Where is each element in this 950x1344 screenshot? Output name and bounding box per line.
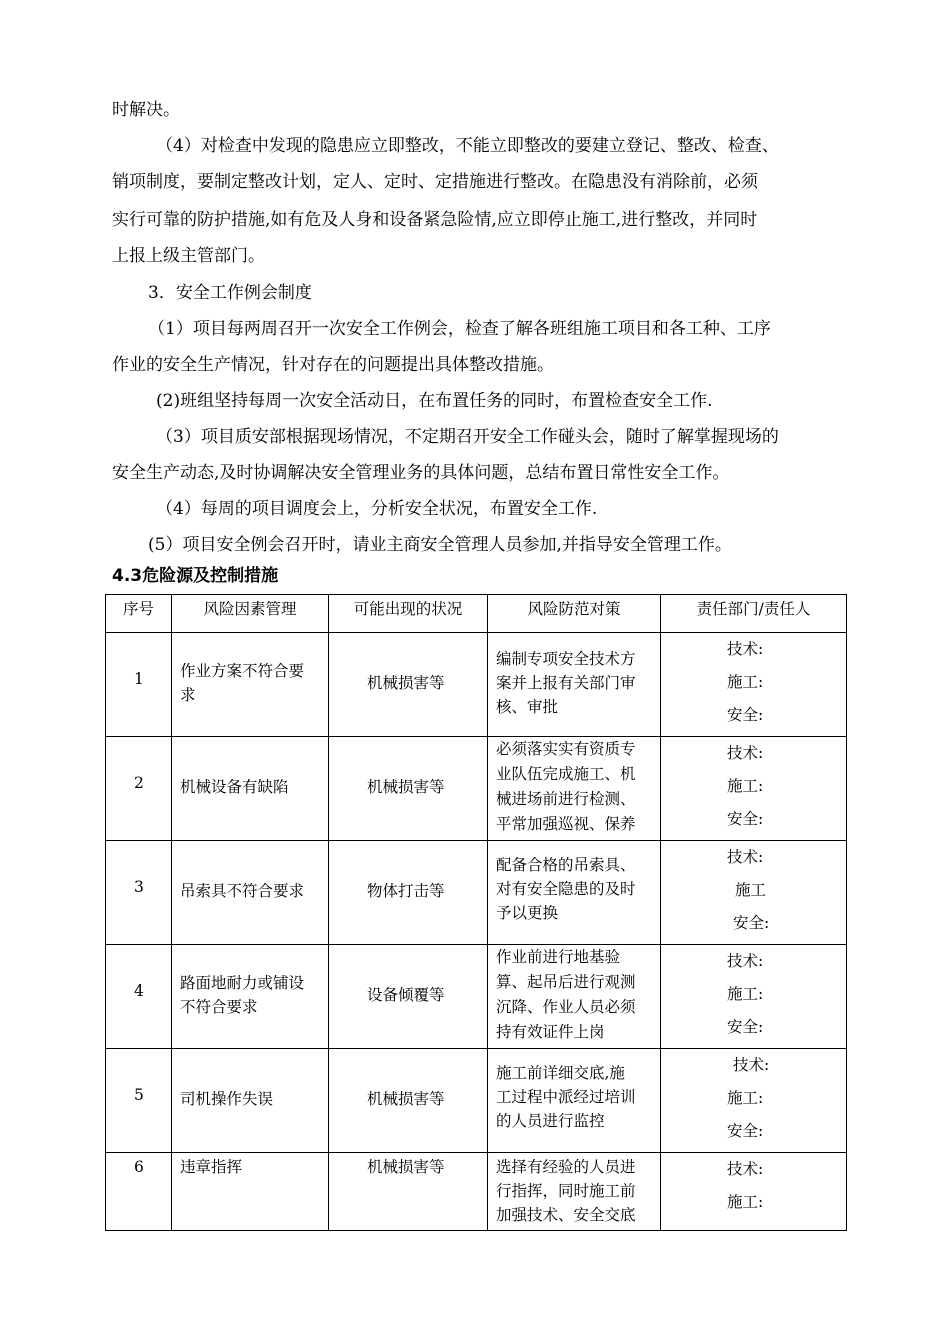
header-no: 序号: [106, 595, 172, 633]
row-no: 1: [134, 670, 144, 688]
paragraph-line-8: 作业的安全生产情况，针对存在的问题提出具体整改措施。: [112, 355, 554, 375]
paragraph-line-10: （3）项目质安部根据现场情况，不定期召开安全工作碰头会，随时了解掌握现场的: [156, 427, 779, 447]
paragraph-line-11: 安全生产动态,及时协调解决安全管理业务的具体问题，总结布置日常性安全工作。: [112, 463, 730, 483]
row-responsible: 技术: 施工 安全:: [727, 848, 770, 932]
row-factor: 作业方案不符合要 求: [180, 662, 305, 704]
row-factor: 吊索具不符合要求: [180, 882, 305, 900]
table-row: [106, 841, 847, 945]
table-row: [106, 945, 847, 1049]
row-situation: 物体打击等: [367, 882, 445, 900]
paragraph-line-5: 上报上级主管部门。: [112, 246, 265, 266]
row-situation: 设备倾覆等: [367, 986, 445, 1004]
row-measure: 施工前详细交底,施 工过程中派经过培训 的人员进行监控: [496, 1064, 636, 1130]
header-factor: 风险因素管理: [172, 595, 329, 633]
row-responsible: 技术: 施工: 安全:: [727, 952, 764, 1036]
paragraph-line-6: 3．安全工作例会制度: [148, 283, 312, 303]
table-row: [106, 1153, 847, 1231]
row-responsible: 技术: 施工: 安全:: [727, 640, 764, 724]
row-no: 6: [134, 1158, 144, 1176]
section-title: 4.3危险源及控制措施: [112, 566, 279, 586]
paragraph-line-13: (5）项目安全例会召开时，请业主商安全管理人员参加,并指导安全管理工作。: [148, 535, 732, 555]
paragraph-line-3: 销项制度，要制定整改计划，定人、定时、定措施进行整改。在隐患没有消除前，必须: [112, 172, 758, 192]
row-measure: 作业前进行地基验 算、起吊后进行观测 沉降、作业人员必须 持有效证件上岗: [496, 948, 636, 1041]
row-measure: 配备合格的吊索具、 对有安全隐患的及时 予以更换: [496, 856, 636, 922]
row-no: 3: [134, 878, 144, 896]
row-no: 4: [134, 982, 144, 1000]
row-no: 2: [134, 774, 144, 792]
paragraph-line-4: 实行可靠的防护措施,如有危及人身和设备紧急险情,应立即停止施工,进行整改，并同时: [112, 210, 758, 230]
row-situation: 机械损害等: [367, 674, 445, 692]
paragraph-line-12: （4）每周的项目调度会上，分析安全状况，布置安全工作.: [156, 499, 598, 519]
row-situation: 机械损害等: [367, 1090, 445, 1108]
row-factor: 机械设备有缺陷: [180, 778, 289, 796]
header-responsible: 责任部门/责任人: [661, 595, 847, 633]
row-measure: 必须落实实有资质专 业队伍完成施工、机 械进场前进行检测、 平常加强巡视、保养: [496, 740, 636, 833]
table-row: [106, 737, 847, 841]
header-measure: 风险防范对策: [488, 595, 661, 633]
paragraph-line-9: (2)班组坚持每周一次安全活动日，在布置任务的同时，布置检查安全工作.: [156, 391, 713, 411]
paragraph-line-2: （4）对检查中发现的隐患应立即整改，不能立即整改的要建立登记、整改、检查、: [156, 136, 779, 156]
paragraph-line-7: （1）项目每两周召开一次安全工作例会，检查了解各班组施工项目和各工种、工序: [148, 319, 771, 339]
row-responsible: 技术: 施工:: [727, 1160, 764, 1211]
row-no: 5: [134, 1086, 144, 1104]
table-row: [106, 1049, 847, 1153]
risk-table: [105, 594, 847, 1231]
row-situation: 机械损害等: [367, 1158, 445, 1176]
row-situation: 机械损害等: [367, 778, 445, 796]
row-measure: 编制专项安全技术方 案并上报有关部门审 核、审批: [496, 650, 636, 716]
row-responsible: 技术: 施工: 安全:: [727, 744, 764, 828]
row-factor: 路面地耐力或铺设 不符合要求: [180, 974, 305, 1016]
row-measure: 选择有经验的人员进 行指挥，同时施工前 加强技术、安全交底: [496, 1158, 636, 1224]
header-situation: 可能出现的状况: [329, 595, 488, 633]
row-responsible: 技术: 施工: 安全:: [727, 1056, 770, 1140]
paragraph-line-1: 时解决。: [112, 100, 180, 120]
row-factor: 违章指挥: [180, 1158, 243, 1176]
table-row: [106, 633, 847, 737]
table-header-row: [106, 595, 847, 633]
row-factor: 司机操作失误: [180, 1090, 274, 1108]
